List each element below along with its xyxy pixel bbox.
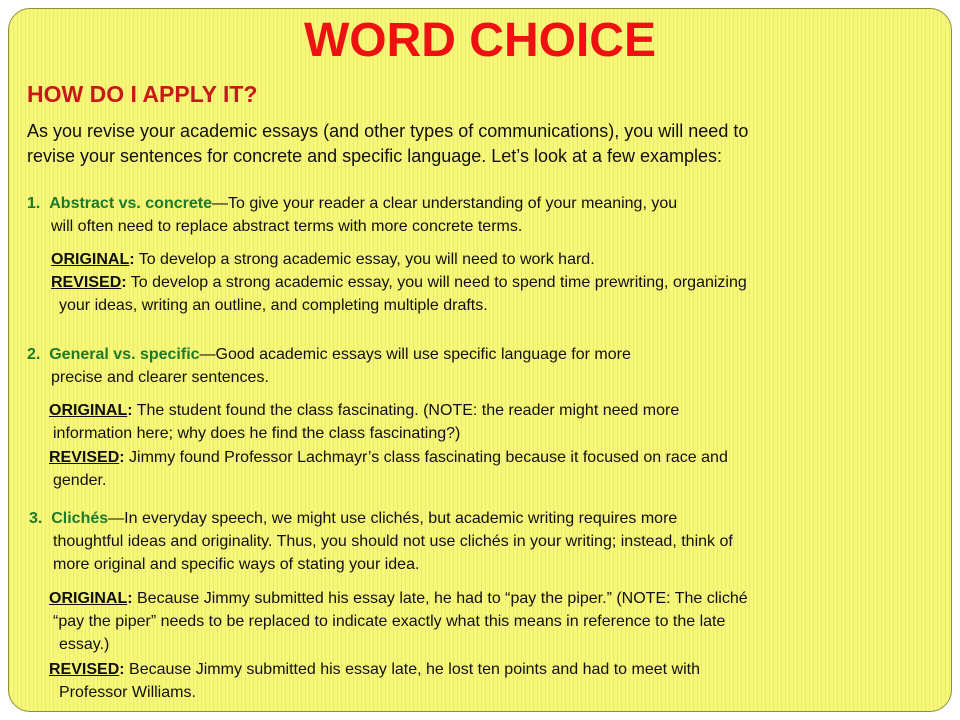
section-1-number: 1. xyxy=(27,195,41,212)
section-1-revised xyxy=(51,271,747,294)
section-3-heading-line xyxy=(29,507,677,530)
section-1-desc: —To give your reader a clear understanding of your meaning, you xyxy=(211,195,678,212)
section-3-desc: —In everyday speech, we might use clichés, but academic writing requires more xyxy=(108,510,678,527)
section-3-desc-line-2: thoughtful ideas and originality. Thus, you should not use clichés in your writing; instead, think of xyxy=(53,533,733,550)
intro-line-1: As you revise your academic essays (and other types of communications), you will need to xyxy=(27,121,749,141)
slide xyxy=(8,8,952,712)
section-1-original xyxy=(51,248,595,271)
section-3-revised-text: Because Jimmy submitted his essay late, he lost ten points and had to meet with xyxy=(124,661,700,678)
label-colon: : xyxy=(119,449,125,466)
section-1-heading-line xyxy=(27,192,677,215)
section-2-heading: General vs. specific xyxy=(49,346,200,363)
original-label: ORIGINAL xyxy=(51,251,130,268)
revised-label: REVISED xyxy=(49,449,120,466)
intro-paragraph xyxy=(27,119,927,169)
revised-label: REVISED xyxy=(51,274,122,291)
section-2-original xyxy=(49,399,679,422)
intro-line-2: revise your sentences for concrete and specific language. Let’s look at a few examples: xyxy=(27,146,723,166)
revised-label: REVISED xyxy=(49,661,120,678)
slide-title: WORD CHOICE xyxy=(304,14,656,67)
section-2-original-text: The student found the class fascinating. (NOTE: the reader might need more xyxy=(132,402,680,419)
section-3-original-line-2: “pay the piper” needs to be replaced to indicate exactly what this means in reference to the late xyxy=(53,613,726,630)
section-3-original-line-3: essay.) xyxy=(59,636,110,653)
section-2-revised xyxy=(49,446,728,469)
section-2-number: 2. xyxy=(27,346,41,363)
section-3-desc-line-3: more original and specific ways of stating your idea. xyxy=(53,556,420,573)
section-1-desc-line-2: will often need to replace abstract terms with more concrete terms. xyxy=(51,218,523,235)
label-colon: : xyxy=(127,402,133,419)
section-3-number: 3. xyxy=(29,510,43,527)
label-colon: : xyxy=(121,274,127,291)
section-1-heading: Abstract vs. concrete xyxy=(49,195,212,212)
section-2-desc: —Good academic essays will use specific language for more xyxy=(199,346,631,363)
section-3-revised-line-2: Professor Williams. xyxy=(59,684,196,701)
section-3-revised xyxy=(49,658,700,681)
section-2-desc-line-2: precise and clearer sentences. xyxy=(51,369,269,386)
section-2-revised-text: Jimmy found Professor Lachmayr’s class fascinating because it focused on race and xyxy=(124,449,728,466)
slide-subtitle: HOW DO I APPLY IT? xyxy=(27,81,258,107)
section-1-revised-line-2: your ideas, writing an outline, and completing multiple drafts. xyxy=(59,297,488,314)
section-1-revised-text: To develop a strong academic essay, you will need to spend time prewriting, organizing xyxy=(126,274,747,291)
section-3-original-text: Because Jimmy submitted his essay late, he had to “pay the piper.” (NOTE: The cliché xyxy=(132,590,748,607)
label-colon: : xyxy=(129,251,135,268)
label-colon: : xyxy=(127,590,133,607)
section-3-original xyxy=(49,587,748,610)
original-label: ORIGINAL xyxy=(49,590,128,607)
section-2-original-line-2: information here; why does he find the class fascinating?) xyxy=(53,425,461,442)
section-2-revised-line-2: gender. xyxy=(53,472,107,489)
original-label: ORIGINAL xyxy=(49,402,128,419)
label-colon: : xyxy=(119,661,125,678)
section-2-heading-line xyxy=(27,343,631,366)
section-3-heading: Clichés xyxy=(51,510,109,527)
section-1-original-text: To develop a strong academic essay, you will need to work hard. xyxy=(134,251,595,268)
